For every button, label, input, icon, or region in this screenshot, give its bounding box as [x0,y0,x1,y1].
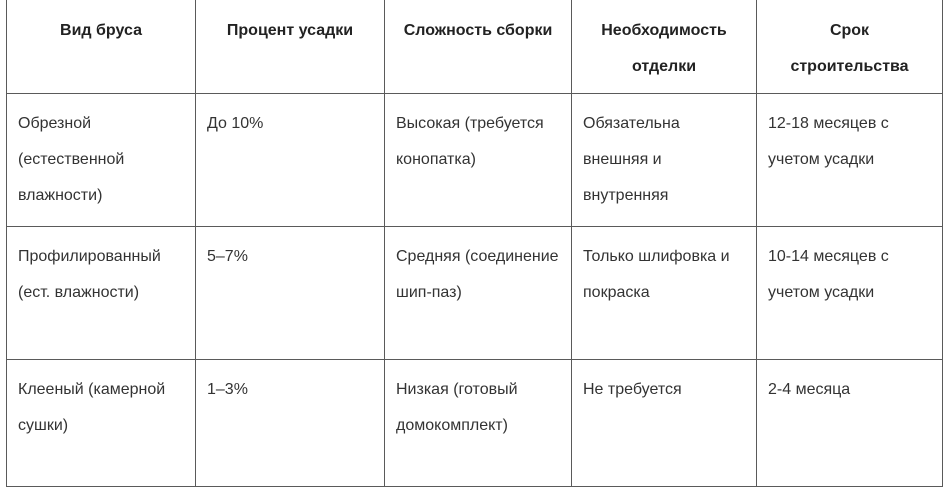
cell-timber-type: Клееный (камерной сушки) [7,360,196,487]
cell-construction-time: 10-14 месяцев с учетом усадки [757,227,943,360]
cell-assembly-complexity: Высокая (требуется конопатка) [385,94,572,227]
cell-timber-type: Обрезной (естественной влажности) [7,94,196,227]
table-body [7,94,943,487]
cell-assembly-complexity: Средняя (соединение шип-паз) [385,227,572,360]
table-row [7,360,943,487]
header-shrinkage: Процент усадки [196,0,385,94]
cell-construction-time: 12-18 месяцев с учетом усадки [757,94,943,227]
header-construction-time: Срок строительства [757,0,943,94]
cell-shrinkage: 5–7% [196,227,385,360]
cell-shrinkage: До 10% [196,94,385,227]
table-row [7,227,943,360]
table-header [7,0,943,94]
comparison-table [6,0,943,487]
cell-construction-time: 2-4 месяца [757,360,943,487]
header-timber-type: Вид бруса [7,0,196,94]
cell-shrinkage: 1–3% [196,360,385,487]
header-assembly-complexity: Сложность сборки [385,0,572,94]
cell-finishing-need: Только шлифовка и покраска [572,227,757,360]
cell-finishing-need: Обязательна внешняя и внутренняя [572,94,757,227]
cell-timber-type: Профилированный (ест. влажности) [7,227,196,360]
cell-finishing-need: Не требуется [572,360,757,487]
cell-assembly-complexity: Низкая (готовый домокомплект) [385,360,572,487]
header-finishing-need: Необходимость отделки [572,0,757,94]
header-row [7,0,943,94]
table-row [7,94,943,227]
